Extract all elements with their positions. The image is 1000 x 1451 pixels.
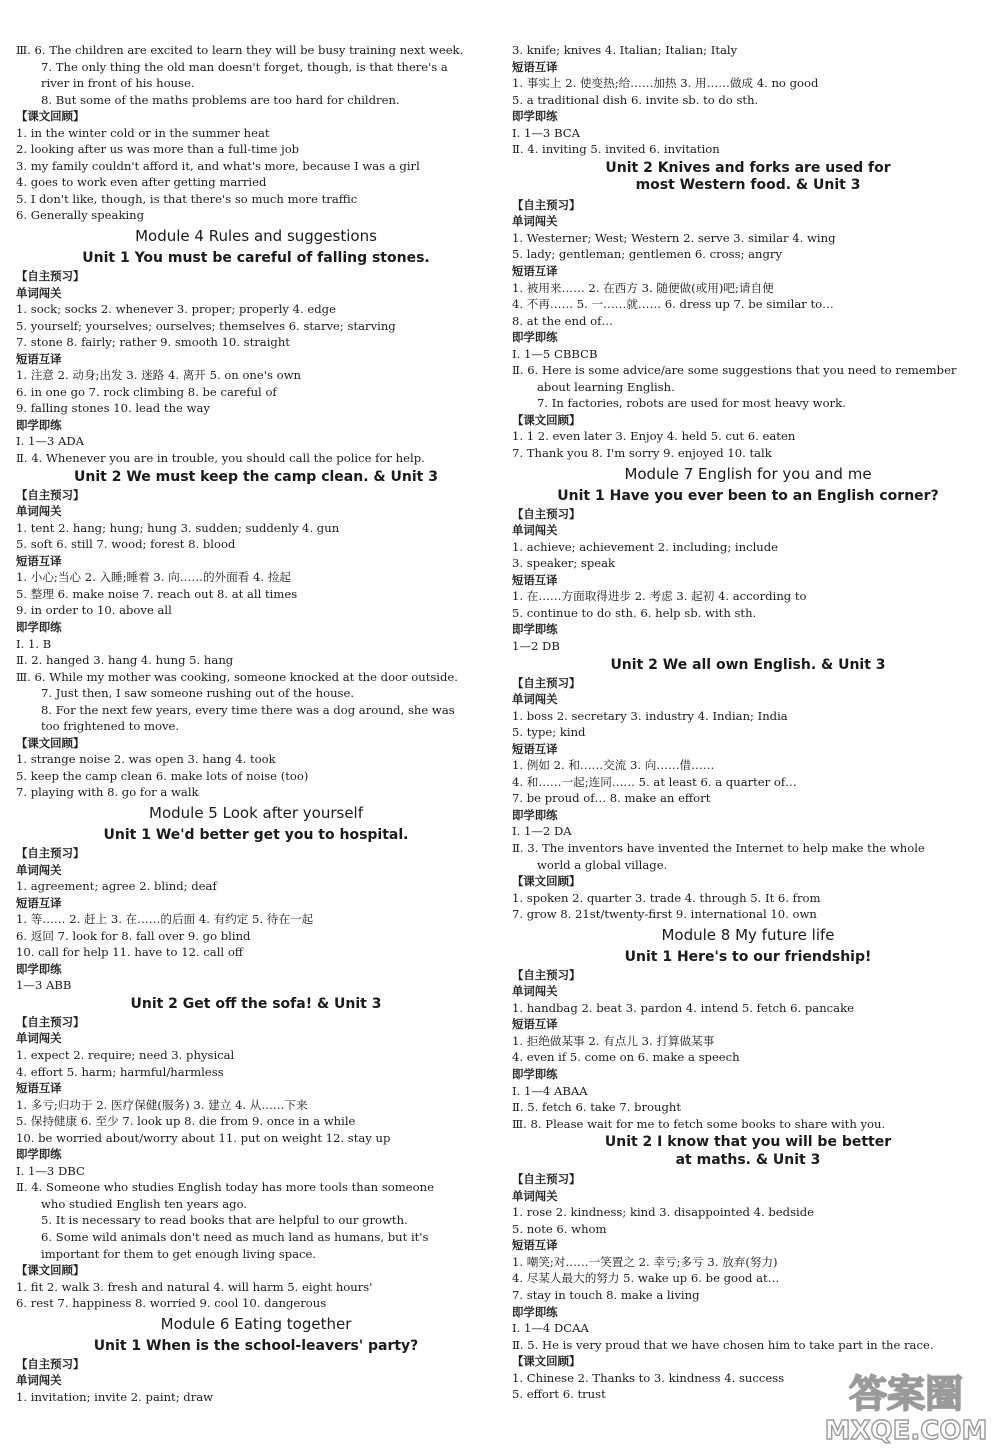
section-label: 【课文回顾】: [512, 1354, 581, 1369]
section-label: 【自主预习】: [512, 197, 581, 212]
answer-line: 4. 和……一起;连同…… 5. at least 6. a quarter of…: [512, 774, 797, 789]
section-label: 【课文回顾】: [16, 735, 85, 750]
answer-line: Ⅰ. 1—4 DCAA: [512, 1321, 589, 1336]
watermark-line2: MXQE.COM: [824, 1416, 988, 1445]
answer-line: 5. effort 6. trust: [512, 1387, 606, 1402]
module-heading: Module 7 English for you and me: [624, 464, 872, 483]
subsection-label: 单词闯关: [512, 984, 558, 999]
answer-line: 1. 嘲笑;对……一笑置之 2. 幸亏;多亏 3. 放弃(努力): [512, 1254, 778, 1269]
section-label: 【自主预习】: [16, 1014, 85, 1029]
section-label: 【自主预习】: [512, 1172, 581, 1187]
answer-line: 1. 事实上 2. 使变热;给……加热 3. 用……做成 4. no good: [512, 76, 819, 91]
watermark-logo: [822, 1367, 990, 1445]
unit-heading-line2: at maths. & Unit 3: [675, 1151, 821, 1168]
section-label: 【自主预习】: [512, 675, 581, 690]
subsection-label: 短语互译: [512, 59, 558, 74]
answer-line: 1. 多亏;归功于 2. 医疗保健(服务) 3. 建立 4. 从……下来: [16, 1097, 308, 1112]
answer-line: 1. spoken 2. quarter 3. trade 4. through 5. It 6. from: [512, 890, 821, 905]
answer-line: 7. In factories, robots are used for most heavy work.: [537, 396, 846, 411]
module-heading: Module 4 Rules and suggestions: [135, 227, 377, 246]
answer-line: 6. in one go 7. rock climbing 8. be careful of: [16, 384, 277, 399]
subsection-label: 短语互译: [512, 1017, 558, 1032]
answer-line: 9. falling stones 10. lead the way: [16, 401, 210, 416]
answer-line: too frightened to move.: [41, 719, 180, 734]
answer-line: 9. in order to 10. above all: [16, 603, 172, 618]
answer-line: 4. 尽某人最大的努力 5. wake up 6. be good at…: [512, 1271, 780, 1286]
unit-heading: Unit 1 When is the school-leavers' party?: [93, 1337, 419, 1354]
answer-line: 8. For the next few years, every time there was a dog around, she was: [41, 702, 455, 717]
answer-line: 5. note 6. whom: [512, 1221, 607, 1236]
subsection-label: 即学即练: [512, 807, 558, 822]
section-label: 【自主预习】: [16, 1356, 85, 1371]
answer-line: 5. 整理 6. make noise 7. reach out 8. at all times: [16, 586, 298, 601]
answer-line: 1. strange noise 2. was open 3. hang 4. took: [16, 752, 276, 767]
answer-line: 7. stay in touch 8. make a living: [512, 1288, 700, 1302]
answer-line: 1. 注意 2. 动身;出发 3. 迷路 4. 离开 5. on one's own: [16, 368, 301, 383]
subsection-label: 即学即练: [16, 417, 62, 432]
subsection-label: 单词闯关: [16, 1373, 62, 1388]
unit-heading-line1: Unit 2 Knives and forks are used for: [605, 159, 891, 176]
unit-heading-line2: most Western food. & Unit 3: [635, 177, 861, 194]
answer-line: 5. yourself; yourselves; ourselves; themselves 6. starve; starving: [16, 318, 396, 333]
answer-line: 1. 在……方面取得进步 2. 考虑 3. 起初 4. according to: [512, 589, 807, 604]
answer-line: Ⅱ. 5. He is very proud that we have chosen him to take part in the race.: [512, 1337, 934, 1352]
subsection-label: 短语互译: [512, 741, 558, 756]
answer-line: 1. 小心;当心 2. 入睡;睡着 3. 向……的外面看 4. 捡起: [16, 570, 291, 585]
module-heading: Module 5 Look after yourself: [149, 803, 363, 822]
unit-heading: Unit 1 Have you ever been to an English corner?: [557, 487, 939, 504]
subsection-label: 即学即练: [16, 961, 62, 976]
unit-heading: Unit 1 You must be careful of falling stones.: [82, 250, 430, 267]
answer-line: 4. effort 5. harm; harmful/harmless: [16, 1064, 224, 1079]
answer-line: 4. goes to work even after getting married: [16, 175, 267, 190]
subsection-label: 单词闯关: [512, 214, 558, 229]
section-label: 【自主预习】: [16, 845, 85, 860]
answer-line: 7. Just then, I saw someone rushing out of the house.: [41, 686, 355, 701]
answer-line: 1—3 ABB: [16, 978, 72, 993]
subsection-label: 即学即练: [512, 1066, 558, 1081]
answer-line: 1. agreement; agree 2. blind; deaf: [16, 879, 217, 894]
left-column: [16, 42, 496, 1405]
unit-heading: Unit 2 We must keep the camp clean. & Unit 3: [74, 468, 438, 485]
answer-line: 3. speaker; speak: [512, 556, 616, 571]
answer-line: 1. 被用来…… 2. 在西方 3. 随便做(或用)吧;请自便: [512, 280, 774, 295]
answer-line: 1. 等…… 2. 赶上 3. 在……的后面 4. 有约定 5. 待在一起: [16, 912, 314, 927]
subsection-label: 单词闯关: [16, 285, 62, 300]
answer-line: 7. be proud of… 8. make an effort: [512, 791, 711, 806]
answer-line: 5. type; kind: [512, 725, 586, 740]
answer-line: 1. fit 2. walk 3. fresh and natural 4. will harm 5. eight hours': [16, 1279, 373, 1294]
answer-line: 5. keep the camp clean 6. make lots of noise (too): [16, 768, 309, 783]
answer-line: Ⅲ. 6. While my mother was cooking, someone knocked at the door outside.: [16, 669, 458, 684]
answer-line: 1. boss 2. secretary 3. industry 4. Indian; India: [512, 708, 788, 723]
answer-line: 1. rose 2. kindness; kind 3. disappointed 4. bedside: [512, 1205, 815, 1220]
answer-line: 5. a traditional dish 6. invite sb. to do sth.: [512, 92, 759, 107]
answer-line: who studied English ten years ago.: [41, 1196, 248, 1211]
unit-heading: Unit 2 Get off the sofa! & Unit 3: [130, 995, 382, 1012]
answer-line: Ⅰ. 1—3 DBC: [16, 1163, 85, 1178]
answer-line: 7. Thank you 8. I'm sorry 9. enjoyed 10. talk: [512, 446, 772, 461]
answer-line: Ⅱ. 4. Someone who studies English today has more tools than someone: [16, 1180, 434, 1195]
subsection-label: 短语互译: [512, 572, 558, 587]
unit-heading: Unit 1 Here's to our friendship!: [624, 948, 872, 965]
subsection-label: 短语互译: [16, 351, 62, 366]
unit-heading: [512, 1132, 984, 1171]
answer-line: about learning English.: [537, 379, 675, 394]
subsection-label: 即学即练: [512, 1304, 558, 1319]
answer-line: 7. The only thing the old man doesn't forget, though, is that there's a: [41, 59, 448, 74]
subsection-label: 单词闯关: [512, 1188, 558, 1203]
answer-line: 1. 1 2. even later 3. Enjoy 4. held 5. cut 6. eaten: [512, 429, 796, 444]
answer-line: 1. Chinese 2. Thanks to 3. kindness 4. success: [512, 1370, 785, 1385]
subsection-label: 短语互译: [512, 264, 558, 279]
answer-line: 6. Some wild animals don't need as much land as humans, but it's: [41, 1230, 429, 1244]
section-label: 【课文回顾】: [16, 1263, 85, 1278]
subsection-label: 短语互译: [16, 553, 62, 568]
section-label: 【课文回顾】: [16, 109, 85, 124]
answer-line: Ⅰ. 1. B: [16, 636, 52, 651]
answer-line: Ⅰ. 1—2 DA: [512, 824, 572, 839]
right-column: [512, 42, 984, 1403]
section-label: 【自主预习】: [512, 506, 581, 521]
answer-line: 10. call for help 11. have to 12. call off: [16, 945, 244, 960]
watermark-line1: 答案圈: [848, 1372, 964, 1416]
subsection-label: 即学即练: [512, 109, 558, 124]
answer-line: Ⅰ. 1—3 BCA: [512, 125, 580, 140]
answer-line: 8. But some of the maths problems are too hard for children.: [41, 92, 400, 107]
subsection-label: 即学即练: [512, 622, 558, 637]
answer-line: 1. 拒绝做某事 2. 有点儿 3. 打算做某事: [512, 1033, 715, 1048]
unit-heading-line1: Unit 2 I know that you will be better: [604, 1134, 892, 1151]
answer-line: river in front of his house.: [41, 76, 195, 91]
section-label: 【课文回顾】: [512, 874, 581, 889]
answer-line: 5. lady; gentleman; gentlemen 6. cross; angry: [512, 247, 783, 262]
subsection-label: 单词闯关: [16, 862, 62, 877]
answer-line: Ⅲ. 8. Please wait for me to fetch some books to share with you.: [512, 1116, 886, 1131]
module-heading: Module 6 Eating together: [160, 1314, 352, 1333]
answer-line: 10. be worried about/worry about 11. put on weight 12. stay up: [16, 1130, 391, 1145]
answer-line: Ⅰ. 1—5 CBBCB: [512, 346, 598, 361]
answer-line: Ⅱ. 3. The inventors have invented the Internet to help make the whole: [512, 840, 925, 855]
answer-line: 6. rest 7. happiness 8. worried 9. cool 10. dangerous: [16, 1296, 327, 1311]
answer-line: 5. I don't like, though, is that there's so much more traffic: [16, 191, 358, 206]
answer-line: 4. even if 5. come on 6. make a speech: [512, 1050, 740, 1065]
answer-line: 1. Westerner; West; Western 2. serve 3. similar 4. wing: [512, 230, 836, 245]
answer-line: 1. invitation; invite 2. paint; draw: [16, 1389, 214, 1404]
answer-line: 5. continue to do sth. 6. help sb. with sth.: [512, 605, 757, 620]
answer-line: world a global village.: [537, 857, 668, 872]
section-label: 【自主预习】: [16, 487, 85, 502]
answer-line: Ⅲ. 6. The children are excited to learn they will be busy training next week.: [16, 43, 464, 57]
answer-line: Ⅱ. 4. Whenever you are in trouble, you should call the police for help.: [16, 451, 425, 466]
unit-heading: Unit 2 We all own English. & Unit 3: [610, 656, 886, 673]
answer-line: 2. looking after us was more than a full-time job: [16, 142, 300, 157]
answer-line: important for them to get enough living space.: [41, 1246, 317, 1261]
subsection-label: 短语互译: [512, 1238, 558, 1253]
answer-line: Ⅱ. 4. inviting 5. invited 6. invitation: [512, 142, 720, 157]
subsection-label: 即学即练: [16, 1147, 62, 1162]
subsection-label: 单词闯关: [512, 523, 558, 538]
unit-heading: [512, 158, 984, 197]
answer-line: 4. 不再…… 5. 一……就…… 6. dress up 7. be similar to…: [512, 297, 834, 312]
answer-line: 7. grow 8. 21st/twenty-first 9. international 10. own: [512, 907, 817, 922]
section-label: 【自主预习】: [16, 269, 85, 284]
answer-line: 1. handbag 2. beat 3. pardon 4. intend 5. fetch 6. pancake: [512, 1000, 854, 1015]
section-label: 【课文回顾】: [512, 412, 581, 427]
answer-line: 6. 返回 7. look for 8. fall over 9. go blind: [16, 928, 251, 943]
answer-line: 1. expect 2. require; need 3. physical: [16, 1047, 235, 1062]
answer-line: 7. playing with 8. go for a walk: [16, 785, 199, 800]
answer-line: Ⅱ. 5. fetch 6. take 7. brought: [512, 1100, 682, 1115]
unit-heading: Unit 1 We'd better get you to hospital.: [103, 826, 409, 843]
answer-line: 1. 例如 2. 和……交流 3. 向……借……: [512, 758, 715, 773]
answer-line: 1. achieve; achievement 2. including; include: [512, 539, 779, 554]
answer-line: 5. 保持健康 6. 至少 7. look up 8. die from 9. once in a while: [16, 1114, 356, 1129]
answer-line: 3. my family couldn't afford it, and what's more, because I was a girl: [16, 158, 420, 173]
answer-line: 3. knife; knives 4. Italian; Italian; Italy: [512, 43, 738, 57]
answer-line: Ⅱ. 2. hanged 3. hang 4. hung 5. hang: [16, 653, 234, 668]
subsection-label: 单词闯关: [512, 692, 558, 707]
subsection-label: 短语互译: [16, 1081, 62, 1096]
section-label: 【自主预习】: [512, 967, 581, 982]
answer-line: 5. soft 6. still 7. wood; forest 8. blood: [16, 537, 236, 552]
answer-line: 5. It is necessary to read books that are helpful to our growth.: [41, 1213, 408, 1228]
subsection-label: 即学即练: [512, 330, 558, 345]
subsection-label: 即学即练: [16, 619, 62, 634]
answer-line: Ⅰ. 1—4 ABAA: [512, 1083, 588, 1098]
answer-line: 1. sock; socks 2. whenever 3. proper; properly 4. edge: [16, 302, 336, 317]
answer-line: Ⅱ. 6. Here is some advice/are some suggestions that you need to remember: [512, 363, 957, 378]
answer-line: 6. Generally speaking: [16, 208, 145, 223]
answer-line: 8. at the end of…: [512, 313, 613, 328]
answer-line: 7. stone 8. fairly; rather 9. smooth 10. straight: [16, 335, 290, 350]
subsection-label: 单词闯关: [16, 504, 62, 519]
subsection-label: 单词闯关: [16, 1031, 62, 1046]
module-heading: Module 8 My future life: [661, 925, 835, 944]
answer-line: 1—2 DB: [512, 638, 560, 653]
answer-line: 1. tent 2. hang; hung; hung 3. sudden; suddenly 4. gun: [16, 520, 340, 535]
subsection-label: 短语互译: [16, 895, 62, 910]
answer-line: Ⅰ. 1—3 ADA: [16, 434, 85, 449]
answer-line: 1. in the winter cold or in the summer heat: [16, 125, 270, 140]
